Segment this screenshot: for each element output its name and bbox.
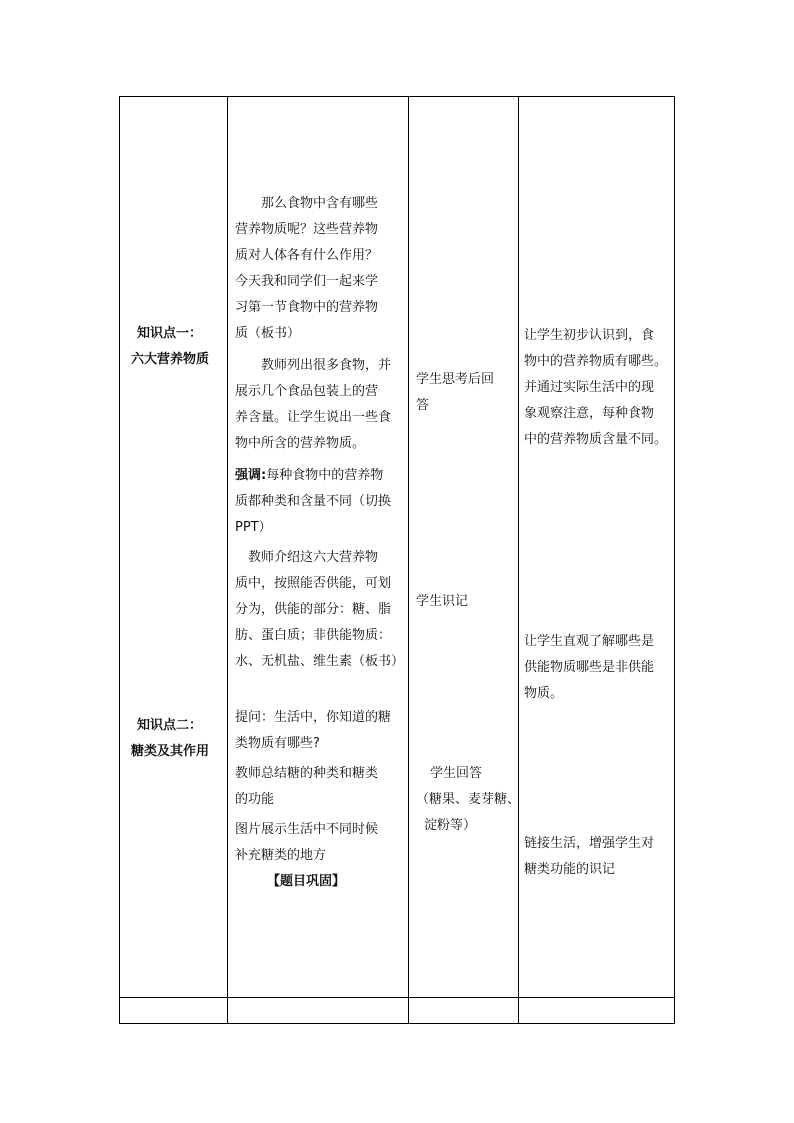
teacher-text-line: 质都种类和含量不同（切换	[235, 494, 392, 509]
knowledge-point-1-title: 六大营养物质	[131, 352, 210, 367]
teacher-text-line: 提问：生活中，你知道的糖	[235, 710, 392, 725]
table-border-right	[674, 96, 675, 1024]
intent-line: 让学生初步认识到，食	[524, 328, 655, 343]
teacher-text-line: 类物质有哪些?	[235, 736, 320, 751]
emphasis-text: 每种食物中的营养物	[266, 468, 384, 483]
intent-line: 并通过实际生活中的现	[524, 380, 655, 395]
student-answer: 学生回答	[430, 766, 483, 781]
teacher-text-line: 质（板书）	[235, 326, 301, 341]
intent-line: 让学生直观了解哪些是	[524, 634, 655, 649]
knowledge-point-2-label: 知识点二：	[137, 718, 203, 733]
intent-line: 物中的营养物质有哪些。	[524, 354, 668, 369]
teacher-text-line: 图片展示生活中不同时候	[235, 822, 379, 837]
table-col-divider-2	[408, 96, 409, 1024]
teacher-text-line: 物中所含的营养物质。	[235, 436, 366, 451]
student-answer-detail: 淀粉等）	[424, 818, 477, 833]
intent-line: 物质。	[524, 686, 564, 701]
teacher-text-line: 分为，供能的部分：糖、脂	[235, 602, 392, 617]
student-answer-detail: （糖果、麦芽糖、	[416, 792, 521, 807]
student-think-answer: 答	[416, 398, 430, 413]
teacher-text-line: 今天我和同学们一起来学	[235, 274, 379, 289]
intent-line: 供能物质哪些是非供能	[524, 660, 655, 675]
table-border-top	[119, 96, 675, 97]
emphasis-line	[235, 463, 383, 489]
teacher-text-line: 肪、蛋白质；非供能物质：	[235, 628, 392, 643]
knowledge-point-2-title: 糖类及其作用	[131, 744, 210, 759]
table-col-divider-1	[227, 96, 228, 1024]
intent-line: 象观察注意，每种食物	[524, 406, 655, 421]
student-memorize: 学生识记	[416, 594, 469, 609]
teacher-text-line: 质中，按照能否供能，可划	[235, 576, 392, 591]
table-border-left	[119, 96, 120, 1024]
knowledge-point-1-label: 知识点一：	[137, 326, 203, 341]
teacher-text-line: 教师列出很多食物，并	[235, 358, 392, 373]
teacher-text-line: 水、无机盐、维生素（板书）	[235, 654, 405, 669]
student-think-answer: 学生思考后回	[416, 372, 495, 387]
table-border-bottom	[119, 1023, 675, 1024]
table-col-divider-3	[518, 96, 519, 1024]
teacher-text-line: 的功能	[235, 792, 275, 807]
teacher-text-line: 习第一节食物中的营养物	[235, 300, 379, 315]
exercise-heading: 【题目巩固】	[267, 874, 346, 889]
teacher-text-line: 养含量。让学生说出一些食	[235, 410, 392, 425]
teacher-text-line: 营养物质呢？这些营养物	[235, 222, 379, 237]
intent-line: 中的营养物质含量不同。	[524, 432, 668, 447]
teacher-text-line: 质对人体各有什么作用？	[235, 248, 379, 263]
teacher-text-line: 补充糖类的地方	[235, 848, 327, 863]
emphasis-label: 强调:	[235, 468, 267, 483]
teacher-text-line: 展示几个食品包装上的营	[235, 384, 379, 399]
teacher-text-line: 那么食物中含有哪些	[235, 196, 379, 211]
table-row-divider	[119, 997, 675, 998]
teacher-text-line: 教师介绍这六大营养物	[235, 550, 379, 565]
intent-line: 链接生活，增强学生对	[524, 836, 655, 851]
teacher-text-line: PPT）	[235, 520, 272, 535]
teacher-text-line: 教师总结糖的种类和糖类	[235, 766, 379, 781]
intent-line: 糖类功能的识记	[524, 862, 616, 877]
